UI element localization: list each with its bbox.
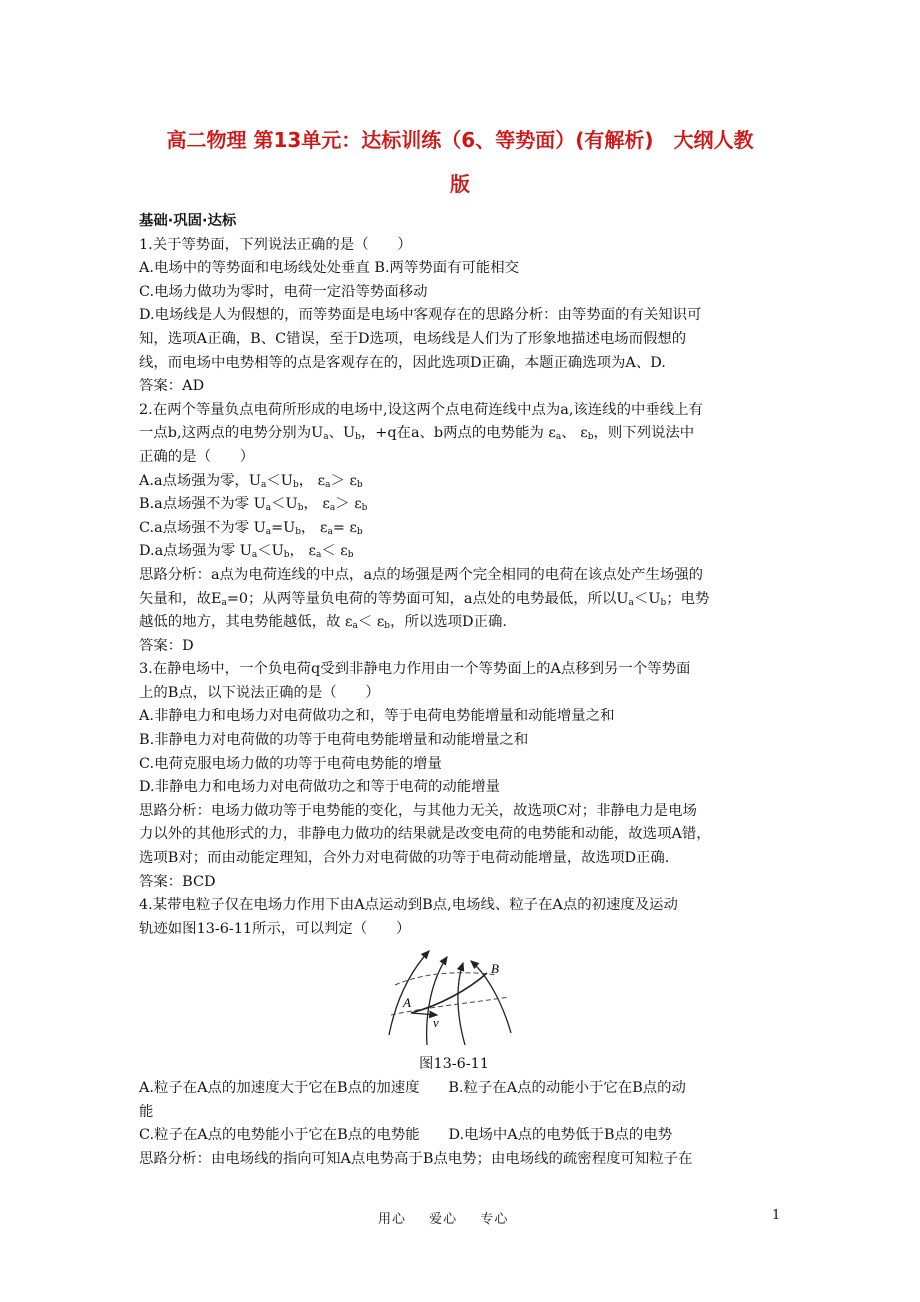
q2-analysis-3: 越低的地方，其电势能越低，故 $\varepsilon_a< \varepsilon_b$，所以选项D正确. — [139, 614, 507, 632]
q4-stem-2: 轨迹如图13-6-11所示，可以判定（ ） — [139, 920, 411, 937]
document-body — [139, 210, 789, 1171]
q2-option-a: A.a点场强为零，$U_a<U_b$， $\varepsilon_a> \varepsilon_b$ — [139, 472, 363, 490]
equipotential-1 — [395, 973, 497, 985]
trajectory — [411, 973, 487, 1013]
q3-option-b: B.非静电力对电荷做的功等于电荷电势能增量和动能增量之和 — [139, 732, 529, 749]
q1-analysis-3: 线，而电场中电势相等的点是客观存在的，因此选项D正确，本题正确选项为A、D. — [139, 354, 666, 371]
page-number: 1 — [772, 1208, 781, 1223]
q4-option-ab-cont: 能 — [139, 1103, 154, 1120]
q4-stem-1: 4.某带电粒子仅在电场力作用下由A点运动到B点,电场线、粒子在A点的初速度及运动 — [139, 897, 678, 914]
q1-answer: 答案：AD — [139, 378, 205, 395]
q2-analysis-1: 思路分析：a点为电荷连线的中点，a点的场强是两个完全相同的电荷在该点处产生场强的 — [139, 566, 704, 583]
field-lines-diagram — [387, 945, 547, 1051]
q4-option-cd: C.粒子在A点的电势能小于它在B点的电势能 D.电场中A点的电势低于B点的电势 — [139, 1127, 673, 1144]
q3-option-c: C.电荷克服电场力做的功等于电荷电势能的增量 — [139, 755, 442, 772]
section-heading: 基础·巩固·达标 — [139, 213, 237, 229]
q2-answer: 答案：D — [139, 637, 194, 654]
footer-motto — [378, 1208, 526, 1227]
q1-option-ab: A.电场中的等势面和电场线处处垂直 B.两等势面有可能相交 — [139, 260, 520, 277]
q1-analysis-2: 知，选项A正确，B、C错误，至于D选项，电场线是人们为了形象地描述电场而假想的 — [139, 330, 687, 347]
figure-13-6-11 — [139, 945, 789, 1051]
question-2 — [139, 399, 789, 659]
velocity-label: v — [433, 1015, 439, 1031]
q2-option-b: B.a点场强不为零 $U_a<U_b$， $\varepsilon_a> \varepsilon_b$ — [139, 496, 368, 514]
point-b-label: B — [491, 961, 499, 977]
document-title — [130, 118, 790, 206]
question-1 — [139, 234, 789, 399]
q1-option-d: D.电场线是人为假想的，而等势面是电场中客观存在的思路分析：由等势面的有关知识可 — [139, 307, 702, 324]
q2-stem-1: 2.在两个等量负点电荷所形成的电场中,设这两个点电荷连线中点为a,该连线的中垂线上有 — [139, 401, 703, 418]
q2-analysis-2: 矢量和，故$E_a=0$；从两等量负电荷的等势面可知，a点处的电势最低，所以$U_a<U_b$；电势 — [139, 590, 710, 608]
q3-analysis-2: 力以外的其他形式的力，非静电力做功的结果就是改变电荷的电势能和动能，故选项A错， — [139, 826, 711, 843]
q3-option-a: A.非静电力和电场力对电荷做功之和，等于电荷电势能增量和动能增量之和 — [139, 708, 615, 725]
q3-option-d: D.非静电力和电场力对电荷做功之和等于电荷的动能增量 — [139, 779, 500, 796]
field-line-1 — [389, 951, 429, 1035]
footer-word-2: 爱心 — [429, 1212, 458, 1227]
title-line-2: 版 — [450, 172, 470, 196]
figure-caption: 图13-6-11 — [419, 1056, 489, 1073]
q3-stem-2: 上的B点，以下说法正确的是（ ） — [139, 684, 380, 701]
q3-answer: 答案：BCD — [139, 873, 216, 890]
q1-option-c: C.电场力做功为零时，电荷一定沿等势面移动 — [139, 283, 428, 300]
q4-analysis-1: 思路分析：由电场线的指向可知A点电势高于B点电势；由电场线的疏密程度可知粒子在 — [139, 1150, 693, 1167]
q1-stem: 1.关于等势面，下列说法正确的是（ ） — [139, 236, 412, 253]
q4-option-ab: A.粒子在A点的加速度大于它在B点的加速度 B.粒子在A点的动能小于它在B点的动 — [139, 1080, 686, 1096]
question-4 — [139, 894, 789, 1171]
q3-stem-1: 3.在静电场中，一个负电荷q受到非静电力作用由一个等势面上的A点移到另一个等势面 — [139, 661, 691, 678]
q2-option-d: D.a点场强为零 $U_a<U_b$， $\varepsilon_a< \varepsilon_b$ — [139, 543, 354, 561]
point-a-label: A — [403, 995, 411, 1011]
q3-analysis-1: 思路分析：电场力做功等于电势能的变化，与其他力无关，故选项C对；非静电力是电场 — [139, 802, 697, 819]
footer-word-3: 专心 — [480, 1212, 509, 1227]
q3-analysis-3: 选项B对；而由动能定理知，合外力对电荷做的功等于电荷动能增量，故选项D正确. — [139, 850, 670, 867]
q2-option-c: C.a点场强不为零 $U_a=U_b$， $\varepsilon_a= \varepsilon_b$ — [139, 519, 363, 537]
question-3 — [139, 658, 789, 894]
q2-stem-2: 一点b,这两点的电势分别为$U_a$、$U_b$，+q在a、b两点的电势能为 $\varepsilon_a$、 $\varepsilon_b$，则下列说法中 — [139, 425, 695, 443]
footer-word-1: 用心 — [378, 1212, 407, 1227]
title-line-1: 高二物理 第13单元：达标训练（6、等势面）(有解析) 大纲人教 — [166, 128, 754, 152]
q2-stem-3: 正确的是（ ） — [139, 448, 255, 465]
